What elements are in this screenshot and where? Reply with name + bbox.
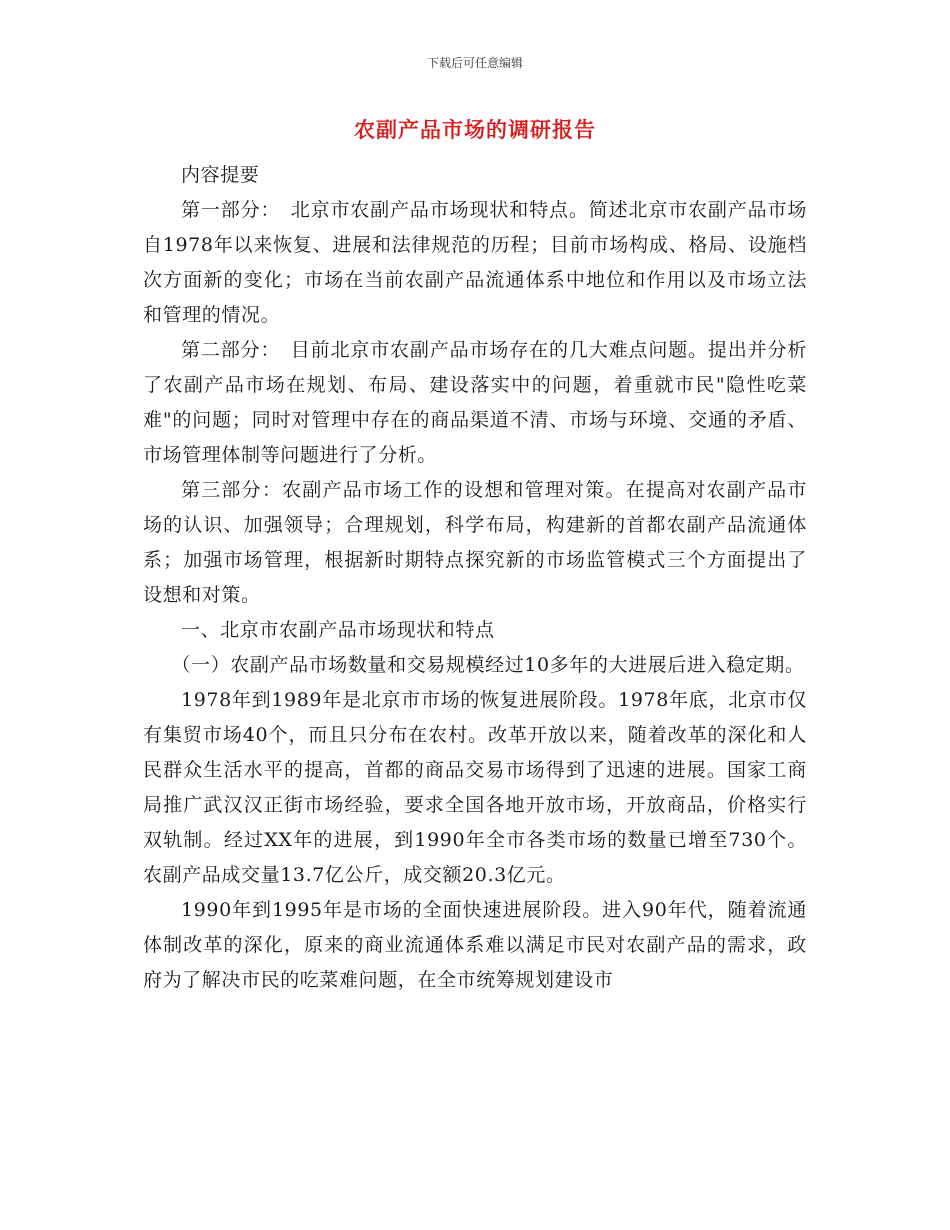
section-heading-summary: 内容提要 xyxy=(181,164,260,186)
paragraph-1990-1995: 1990年到1995年是市场的全面快速进展阶段。进入90年代，随着流通体制改革的深化，原来的商业流通体系难以满足市民对农副产品的需求，政府为了解决市民的吃菜难问题，在全市统筹规划建设市 xyxy=(143,899,807,991)
paragraph-part-three: 第三部分：农副产品市场工作的设想和管理对策。在提高对农副产品市场的认识、加强领导；合理规划，科学布局，构建新的首都农副产品流通体系；加强市场管理，根据新时期特点探究新的市场监管模式三个方面提出了设想和对策。 xyxy=(143,479,807,606)
subsection-heading-one: （一）农副产品市场数量和交易规模经过10多年的大进展后进入稳定期。 xyxy=(171,654,805,676)
paragraph-part-two: 第二部分： 目前北京市农副产品市场存在的几大难点问题。提出并分析了农副产品市场在规划、布局、建设落实中的问题，着重就市民"隐性吃菜难"的问题；同时对管理中存在的商品渠道不清、市场与环境、交通的矛盾、市场管理体制等问题进行了分析。 xyxy=(143,339,807,466)
paragraph-part-one: 第一部分： 北京市农副产品市场现状和特点。简述北京市农副产品市场自1978年以来恢复、进展和法律规范的历程；目前市场构成、格局、设施档次方面新的变化；市场在当前农副产品流通体系中地位和作用以及市场立法和管理的情况。 xyxy=(143,199,807,326)
section-heading-one: 一、北京市农副产品市场现状和特点 xyxy=(181,619,495,641)
document-title: 农副产品市场的调研报告 xyxy=(354,118,596,142)
page-header-note: 下载后可任意编辑 xyxy=(426,56,523,70)
paragraph-1978-1989: 1978年到1989年是北京市市场的恢复进展阶段。1978年底，北京市仅有集贸市场40个，而且只分布在农村。改革开放以来，随着改革的深化和人民群众生活水平的提高，首都的商品交易市场得到了迅速的进展。国家工商局推广武汉汉正街市场经验，要求全国各地开放市场，开放商品，价格实行双轨制。经过XX年的进展，到1990年全市各类市场的数量已增至730个。农副产品成交量13.7亿公斤，成交额20.3亿元。 xyxy=(143,689,807,886)
document-body xyxy=(143,158,807,998)
